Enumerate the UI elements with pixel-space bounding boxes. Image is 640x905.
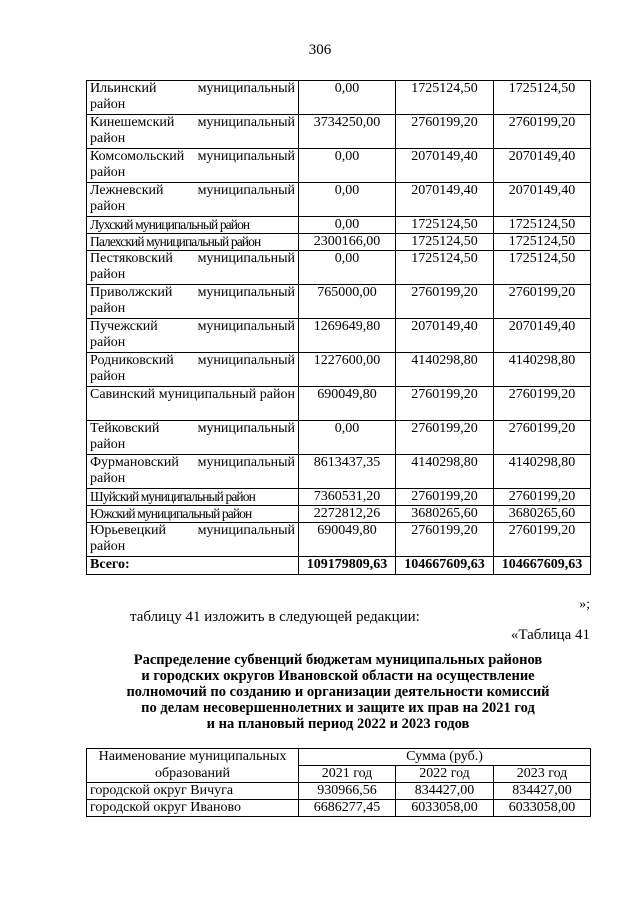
table-row <box>87 421 591 455</box>
value-2023: 1725124,50 <box>494 81 591 115</box>
district-name: Савинский муниципальный район <box>87 387 299 421</box>
value-2023: 2070149,40 <box>494 319 591 353</box>
total-row <box>87 557 591 575</box>
title-line: по делам несовершеннолетних и защите их прав на 2021 год <box>141 700 535 716</box>
header-year-2023: 2023 год <box>494 766 591 783</box>
district-name: Родниковский муниципальный район <box>87 353 299 387</box>
district-name: Тейковский муниципальный район <box>87 421 299 455</box>
instruction-text: таблицу 41 изложить в следующей редакции: <box>130 609 420 625</box>
value-2021: 7360531,20 <box>299 489 396 506</box>
table-caption: «Таблица 41 <box>510 627 590 643</box>
value-2023: 6033058,00 <box>494 800 591 817</box>
value-2021: 1227600,00 <box>299 353 396 387</box>
value-2023: 834427,00 <box>494 783 591 800</box>
header-row <box>87 766 591 783</box>
value-2023: 2070149,40 <box>494 183 591 217</box>
district-name: Комсомольский муниципальный район <box>87 149 299 183</box>
subvention-table-continued <box>86 80 591 575</box>
table-row <box>87 353 591 387</box>
value-2022: 834427,00 <box>396 783 494 800</box>
value-2023: 2760199,20 <box>494 489 591 506</box>
table-row <box>87 455 591 489</box>
value-2021: 3734250,00 <box>299 115 396 149</box>
table-row <box>87 115 591 149</box>
value-2022: 1725124,50 <box>396 81 494 115</box>
value-2022: 1725124,50 <box>396 217 494 234</box>
value-2021: 930966,56 <box>299 783 396 800</box>
header-sum: Сумма (руб.) <box>299 749 591 766</box>
closing-quote: »; <box>579 597 590 612</box>
municipality-name: городской округ Вичуга <box>87 783 299 800</box>
table-row <box>87 149 591 183</box>
district-name: Кинешемский муниципальный район <box>87 115 299 149</box>
value-2022: 2760199,20 <box>396 387 494 421</box>
value-2023: 1725124,50 <box>494 234 591 251</box>
district-name: Фурмановский муниципальный район <box>87 455 299 489</box>
district-name: Юрьевецкий муниципальный район <box>87 523 299 557</box>
value-2022: 2070149,40 <box>396 319 494 353</box>
value-2022: 2760199,20 <box>396 489 494 506</box>
value-2023: 2760199,20 <box>494 115 591 149</box>
value-2023: 4140298,80 <box>494 455 591 489</box>
value-2022: 2070149,40 <box>396 183 494 217</box>
value-2022: 2760199,20 <box>396 523 494 557</box>
table-row <box>87 234 591 251</box>
header-name-line1: Наименование муниципальных <box>87 749 299 766</box>
value-2022: 2760199,20 <box>396 421 494 455</box>
value-2023: 3680265,60 <box>494 506 591 523</box>
value-2022: 2760199,20 <box>396 115 494 149</box>
value-2022: 1725124,50 <box>396 234 494 251</box>
table-row <box>87 319 591 353</box>
value-2022: 1725124,50 <box>396 251 494 285</box>
table-row <box>87 783 591 800</box>
value-2021: 1269649,80 <box>299 319 396 353</box>
value-2021: 6686277,45 <box>299 800 396 817</box>
value-2021: 8613437,35 <box>299 455 396 489</box>
table-row <box>87 387 591 421</box>
value-2021: 0,00 <box>299 149 396 183</box>
table-row <box>87 506 591 523</box>
table-row <box>87 489 591 506</box>
district-name: Шуйский муниципальный район <box>87 489 299 506</box>
table-row <box>87 217 591 234</box>
value-2021: 0,00 <box>299 183 396 217</box>
value-2022: 2760199,20 <box>396 285 494 319</box>
value-2022: 6033058,00 <box>396 800 494 817</box>
district-name: Палехский муниципальный район <box>87 234 299 251</box>
total-2022: 104667609,63 <box>396 557 494 575</box>
value-2021: 690049,80 <box>299 523 396 557</box>
value-2021: 2272812,26 <box>299 506 396 523</box>
table-row <box>87 285 591 319</box>
value-2023: 1725124,50 <box>494 217 591 234</box>
table-row <box>87 81 591 115</box>
value-2023: 1725124,50 <box>494 251 591 285</box>
table-title <box>86 652 590 732</box>
value-2022: 3680265,60 <box>396 506 494 523</box>
district-name: Пестяковский муниципальный район <box>87 251 299 285</box>
value-2023: 2760199,20 <box>494 421 591 455</box>
value-2022: 4140298,80 <box>396 353 494 387</box>
header-name-line2: образований <box>87 766 299 783</box>
value-2023: 4140298,80 <box>494 353 591 387</box>
value-2023: 2760199,20 <box>494 523 591 557</box>
district-name: Лежневский муниципальный район <box>87 183 299 217</box>
value-2021: 0,00 <box>299 81 396 115</box>
title-line: Распределение субвенций бюджетам муниципальных районов <box>133 652 543 668</box>
page-number: 306 <box>308 42 332 58</box>
district-name: Южский муниципальный район <box>87 506 299 523</box>
district-name: Пучежский муниципальный район <box>87 319 299 353</box>
value-2022: 4140298,80 <box>396 455 494 489</box>
district-name: Лухский муниципальный район <box>87 217 299 234</box>
value-2023: 2760199,20 <box>494 285 591 319</box>
header-year-2021: 2021 год <box>299 766 396 783</box>
table-row <box>87 183 591 217</box>
value-2021: 0,00 <box>299 421 396 455</box>
value-2021: 765000,00 <box>299 285 396 319</box>
title-line: и городских округов Ивановской области на осуществление <box>141 668 535 684</box>
value-2021: 690049,80 <box>299 387 396 421</box>
value-2022: 2070149,40 <box>396 149 494 183</box>
subvention-table-41 <box>86 748 591 817</box>
district-name: Ильинский муниципальный район <box>87 81 299 115</box>
value-2021: 0,00 <box>299 217 396 234</box>
table-row <box>87 251 591 285</box>
total-label: Всего: <box>87 557 299 575</box>
table-row <box>87 523 591 557</box>
header-row <box>87 749 591 766</box>
total-2021: 109179809,63 <box>299 557 396 575</box>
table-row <box>87 800 591 817</box>
title-line: полномочий по созданию и организации деятельности комиссий <box>126 684 550 700</box>
value-2023: 2760199,20 <box>494 387 591 421</box>
title-line: и на плановый период 2022 и 2023 годов <box>206 716 470 732</box>
value-2021: 0,00 <box>299 251 396 285</box>
value-2021: 2300166,00 <box>299 234 396 251</box>
header-year-2022: 2022 год <box>396 766 494 783</box>
total-2023: 104667609,63 <box>494 557 591 575</box>
district-name: Приволжский муниципальный район <box>87 285 299 319</box>
municipality-name: городской округ Иваново <box>87 800 299 817</box>
value-2023: 2070149,40 <box>494 149 591 183</box>
